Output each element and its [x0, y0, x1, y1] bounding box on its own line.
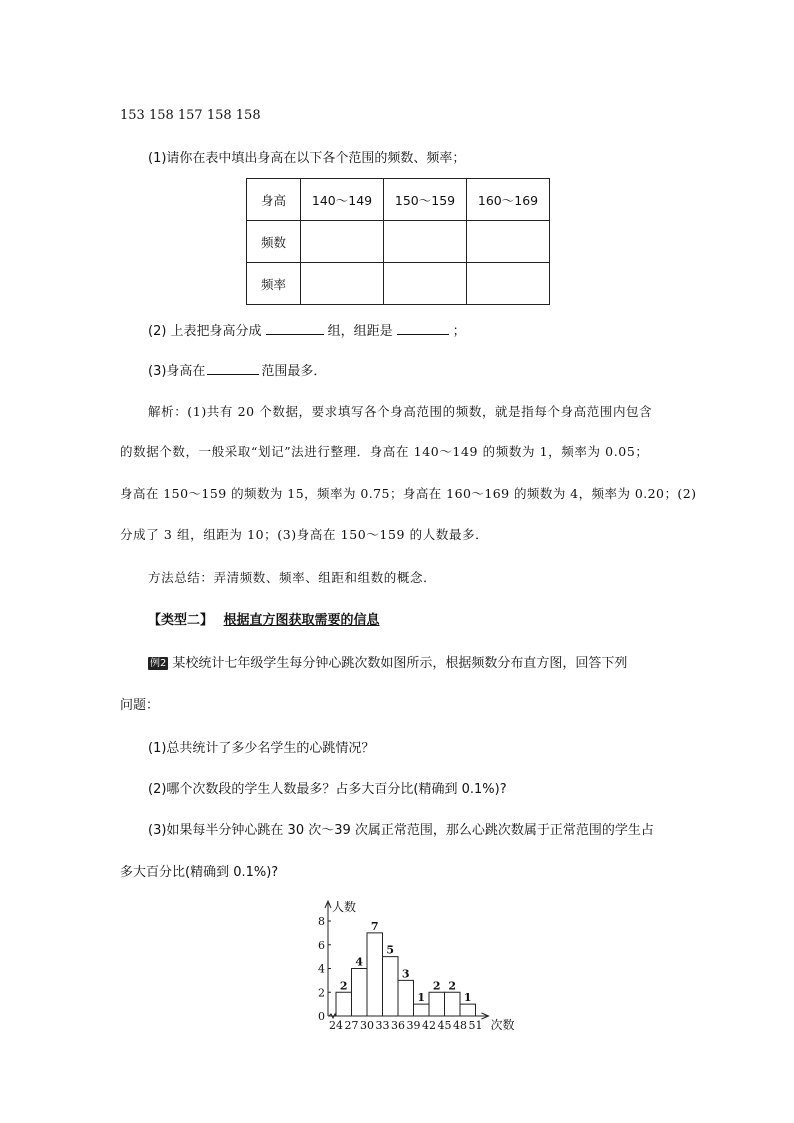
x-tick-label: 39: [406, 1019, 421, 1032]
type-label: 【类型二】: [148, 613, 214, 628]
frequency-table: [246, 178, 550, 305]
question-1: (1)请你在表中填出身高在以下各个范围的频数、频率；: [148, 151, 466, 166]
histogram-bar: [383, 957, 399, 1016]
table-cell[interactable]: [301, 263, 384, 305]
x-tick-label: 24: [329, 1019, 343, 1032]
histogram-bar: [460, 1004, 476, 1016]
solution-line-1: 解析：(1)共有 20 个数据，要求填写各个身高范围的频数，就是指每个身高范围内包含: [148, 404, 653, 419]
example-2-question-3: (3)如果每半分钟心跳在 30 次～39 次属正常范围，那么心跳次数属于正常范围的学生占: [148, 823, 654, 838]
type-title: 根据直方图获取需要的信息: [223, 613, 380, 628]
x-tick-label: 30: [360, 1019, 374, 1032]
histogram-bar: [414, 1004, 430, 1016]
bar-data-label: 1: [417, 991, 426, 1005]
question-2-after: ；: [452, 324, 466, 339]
y-tick-label: 6: [318, 938, 325, 952]
bar-data-label: 7: [370, 919, 379, 933]
bar-data-label: 1: [463, 991, 472, 1005]
bar-data-label: 2: [448, 979, 457, 993]
bar-data-label: 3: [401, 967, 410, 981]
x-tick-label: 42: [422, 1019, 436, 1032]
x-tick-label: 27: [344, 1019, 359, 1032]
y-tick-label: 4: [318, 962, 325, 976]
bar-data-label: 2: [432, 979, 441, 993]
example-2-question-3-cont: 多大百分比(精确到 0.1%)?: [120, 865, 279, 880]
method-summary: 方法总结：弄清频数、频率、组距和组数的概念．: [148, 570, 437, 585]
question-2-middle: 组，组距是: [327, 324, 393, 339]
table-cell[interactable]: [467, 263, 550, 305]
table-cell[interactable]: [301, 221, 384, 263]
histogram-bar: [336, 992, 352, 1016]
table-range-2: 150～159: [384, 179, 467, 221]
x-tick-label: 36: [391, 1019, 405, 1032]
x-tick-label: 51: [468, 1019, 483, 1032]
bar-data-label: 5: [386, 943, 395, 957]
question-2-before: (2) 上表把身高分成: [148, 324, 262, 339]
histogram-bar: [352, 969, 368, 1017]
histogram-bar: [367, 933, 383, 1016]
table-row-label-frequency: 频数: [247, 221, 301, 263]
example-2-intro: [148, 655, 627, 673]
x-axis-label: 次数: [490, 1018, 515, 1032]
height-data-line: 153 158 157 158 158: [120, 108, 261, 123]
example-2-question-1: (1)总共统计了多少名学生的心跳情况？: [148, 741, 375, 756]
example-2-intro-text: 某校统计七年级学生每分钟心跳次数如图所示，根据频数分布直方图，回答下列: [172, 656, 628, 671]
bar-data-label: 2: [339, 979, 348, 993]
y-tick-label: 2: [318, 986, 325, 1000]
section-heading: [148, 612, 380, 630]
range-blank[interactable]: [207, 360, 259, 375]
x-tick-label: 33: [375, 1019, 390, 1032]
histogram-bar: [445, 992, 461, 1016]
table-range-1: 140～149: [301, 179, 384, 221]
table-row: [247, 179, 550, 221]
bar-data-label: 4: [355, 955, 364, 969]
table-header-label: 身高: [247, 179, 301, 221]
x-tick-label: 45: [437, 1019, 452, 1032]
solution-line-3: 身高在 150～159 的频数为 15，频率为 0.75；身高在 160～169 的频数为 4，频率为 0.20；(2): [120, 486, 697, 501]
heartbeat-histogram: [300, 895, 520, 1035]
table-row-label-rate: 频率: [247, 263, 301, 305]
table-range-3: 160～169: [467, 179, 550, 221]
table-row: [247, 263, 550, 305]
interval-blank[interactable]: [397, 320, 449, 335]
group-count-blank[interactable]: [266, 320, 324, 335]
question-3-before: (3)身高在: [148, 364, 206, 379]
table-cell[interactable]: [467, 221, 550, 263]
y-tick-label: 0: [318, 1010, 325, 1023]
table-cell[interactable]: [384, 221, 467, 263]
y-tick-label: 8: [318, 915, 325, 928]
table-row: [247, 221, 550, 263]
question-2: [148, 320, 466, 341]
example-badge: 例2: [150, 658, 167, 669]
histogram-bar: [429, 992, 445, 1016]
x-tick-label: 48: [453, 1019, 467, 1032]
table-cell[interactable]: [384, 263, 467, 305]
solution-line-4: 分成了 3 组，组距为 10；(3)身高在 150～159 的人数最多．: [120, 527, 489, 542]
question-3: [148, 360, 326, 381]
solution-line-2: 的数据个数，一般采取“划记”法进行整理．身高在 140～149 的频数为 1，频率为 0.05；: [120, 444, 649, 459]
example-2-intro-cont: 问题：: [120, 698, 160, 713]
question-3-after: 范围最多．: [261, 364, 327, 379]
y-axis-label: 人数: [332, 900, 357, 914]
histogram-bar: [398, 980, 414, 1016]
example-2-question-2: (2)哪个次数段的学生人数最多？占多大百分比(精确到 0.1%)?: [148, 782, 507, 797]
